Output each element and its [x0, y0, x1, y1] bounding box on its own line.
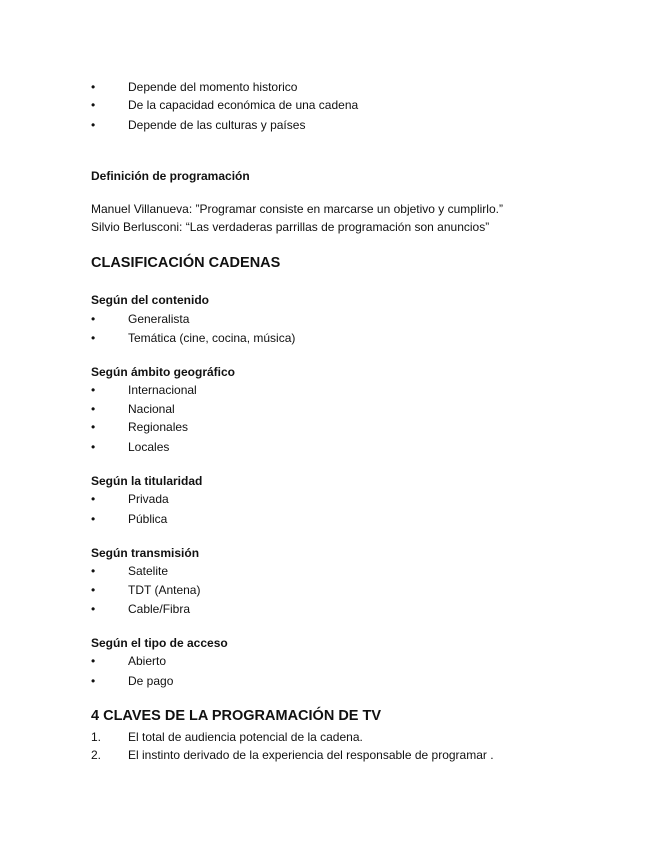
list-item: Abierto [128, 654, 167, 668]
bullet: • [91, 654, 96, 668]
bullet: • [91, 331, 96, 345]
list-item: Regionales [128, 420, 189, 434]
classification-title: CLASIFICACIÓN CADENAS [91, 255, 281, 271]
bullet: • [91, 402, 96, 416]
group-heading-contenido: Según del contenido [91, 293, 210, 307]
list-item: El total de audiencia potencial de la cadena. [128, 730, 363, 744]
bullet: • [91, 492, 96, 506]
list-item: Cable/Fibra [128, 602, 191, 616]
list-item: Internacional [128, 383, 197, 397]
bullet: • [91, 564, 96, 578]
keys-title: 4 CLAVES DE LA PROGRAMACIÓN DE TV [91, 708, 382, 724]
definition-heading: Definición de programación [91, 169, 250, 183]
list-item: Satelite [128, 564, 169, 578]
bullet: • [91, 583, 96, 597]
definition-quote-villanueva: Manuel Villanueva: ”Programar consiste en marcarse un objetivo y cumplirlo.” [91, 202, 503, 216]
list-item: Generalista [128, 312, 190, 326]
group-heading-geografico: Según ámbito geográfico [91, 365, 236, 379]
group-heading-titularidad: Según la titularidad [91, 474, 203, 488]
bullet: • [91, 383, 96, 397]
list-item: Nacional [128, 402, 175, 416]
list-item: Privada [128, 492, 169, 506]
list-item: TDT (Antena) [128, 583, 201, 597]
list-item: Locales [128, 440, 170, 454]
bullet: • [91, 420, 96, 434]
bullet: • [91, 80, 96, 94]
group-heading-transmision: Según transmisión [91, 546, 200, 560]
list-item: Pública [128, 512, 168, 526]
list-item: Depende del momento historico [128, 80, 298, 94]
bullet: • [91, 440, 96, 454]
definition-quote-berlusconi: Silvio Berlusconi: “Las verdaderas parrillas de programación son anuncios” [91, 220, 490, 234]
list-item: Temática (cine, cocina, música) [128, 331, 296, 345]
bullet: • [91, 118, 96, 132]
bullet: • [91, 512, 96, 526]
bullet: • [91, 674, 96, 688]
list-item: De la capacidad económica de una cadena [128, 98, 359, 112]
list-item: Depende de las culturas y países [128, 118, 306, 132]
list-number: 1. [91, 730, 102, 744]
bullet: • [91, 312, 96, 326]
list-number: 2. [91, 748, 102, 762]
list-item: El instinto derivado de la experiencia del responsable de programar . [128, 748, 494, 762]
list-item: De pago [128, 674, 174, 688]
group-heading-acceso: Según el tipo de acceso [91, 636, 228, 650]
bullet: • [91, 602, 96, 616]
bullet: • [91, 98, 96, 112]
